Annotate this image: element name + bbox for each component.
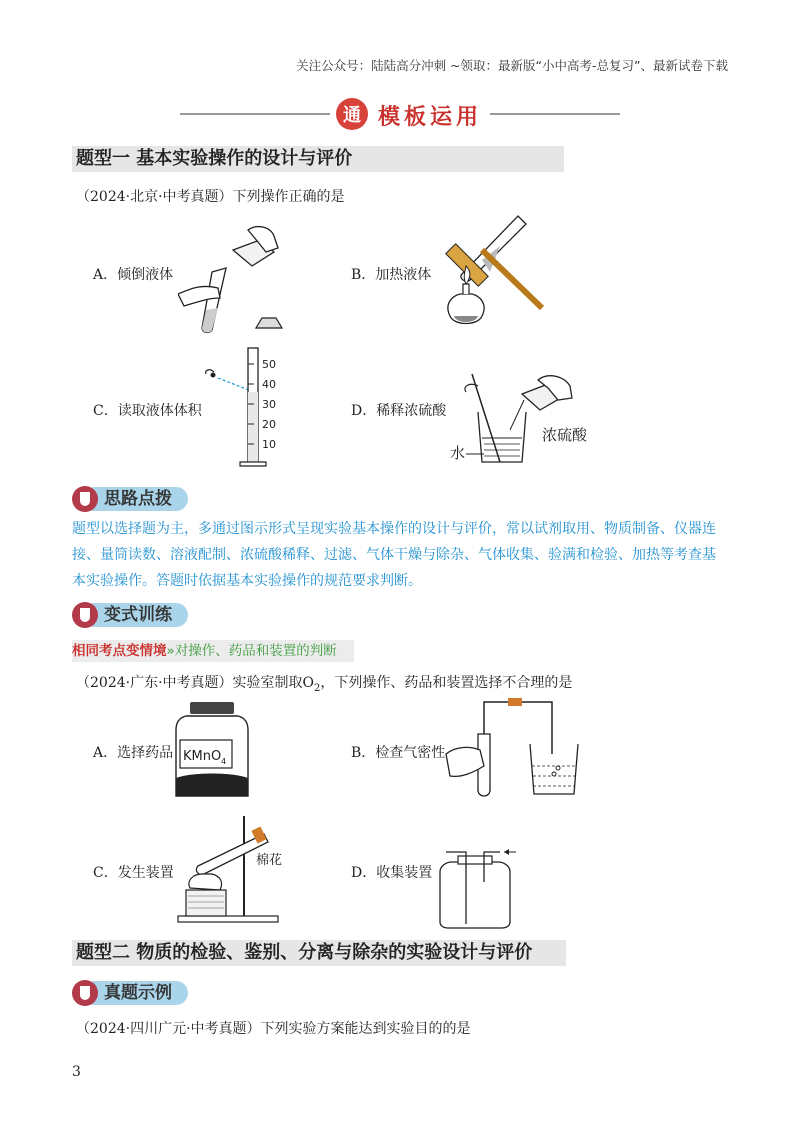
pour-liquid-figure: [178, 222, 288, 334]
page-number: 3: [72, 1064, 81, 1080]
scenario-strip: [72, 640, 354, 662]
label-water: 水: [450, 444, 466, 462]
analysis-text: 题型以选择题为主，多通过图示形式呈现实验基本操作的设计与评价，常以试剂取用、物质制备、仪器连接、量筒读数、溶液配制、浓硫酸稀释、过滤、气体干燥与除杂、气体收集、验满和检验、加热等考查基本实验操作。答题时依据基本实验操作的规范要求判断。: [72, 521, 716, 589]
cotton-label: 棉花: [256, 853, 283, 868]
question-2-post: ，下列操作、药品和装置选择不合理的是: [320, 675, 573, 691]
kmno4-bottle-figure: [172, 700, 252, 800]
banner-badge: 通: [336, 98, 368, 130]
flask-icon: [72, 980, 98, 1006]
graduated-cylinder-figure: [196, 344, 296, 470]
tag-real-label: 真题示例: [92, 981, 188, 1005]
label-acid: 浓硫酸: [542, 426, 588, 444]
bottle-label: KMnO: [183, 749, 222, 764]
dilute-acid-figure: [448, 370, 598, 470]
airtightness-figure: [440, 694, 580, 802]
option-c-label: C．读取液体体积: [93, 403, 202, 419]
cylinder-tick-30: 30: [262, 398, 276, 411]
tag-real: [72, 978, 188, 1008]
question-2-sub: 2: [314, 682, 321, 694]
cylinder-tick-20: 20: [262, 418, 276, 431]
option-a2-label: A．选择药品: [93, 745, 174, 761]
tag-practice: [72, 600, 188, 630]
option-a-label: A．倾倒液体: [93, 267, 174, 283]
option-b-label: B．加热液体: [351, 267, 432, 283]
header-note: 关注公众号：陆陆高分冲刺 ~领取：最新版“小中高考-总复习”、最新试卷下载: [296, 58, 728, 73]
scenario-strip-arrow: »: [166, 643, 175, 659]
flask-icon: [72, 486, 98, 512]
cylinder-tick-10: 10: [262, 438, 276, 451]
section-title-1: 题型一 基本实验操作的设计与评价: [72, 146, 564, 172]
tag-idea: [72, 484, 188, 514]
banner-line-right: [490, 113, 620, 115]
option-b2-label: B．检查气密性: [351, 745, 446, 761]
banner-line-left: [180, 113, 330, 115]
tag-practice-label: 变式训练: [92, 603, 188, 627]
banner-title: 模板运用: [378, 104, 483, 130]
scenario-strip-green: 对操作、药品和装置的判断: [174, 643, 337, 659]
cylinder-tick-50: 50: [262, 358, 276, 371]
scenario-strip-red: 相同考点变情境: [72, 643, 167, 659]
option-c2-label: C．发生装置: [93, 865, 174, 881]
question-1: （2024·北京·中考真题）下列操作正确的是: [76, 189, 345, 205]
question-2: [76, 672, 572, 694]
option-d-label: D．稀释浓硫酸: [351, 403, 447, 419]
bottle-label-sub: 4: [221, 757, 227, 766]
section-title-2: 题型二 物质的检验、鉴别、分离与除杂的实验设计与评价: [72, 940, 566, 966]
tag-idea-label: 思路点拨: [92, 487, 188, 511]
flask-icon: [72, 602, 98, 628]
gas-collect-figure: [430, 842, 520, 930]
heat-liquid-figure: [430, 212, 550, 336]
generator-figure: [168, 812, 298, 926]
question-3: （2024·四川广元·中考真题）下列实验方案能达到实验目的的是: [76, 1021, 471, 1037]
template-banner: [180, 96, 620, 132]
cylinder-tick-40: 40: [262, 378, 276, 391]
option-d2-label: D．收集装置: [351, 865, 433, 881]
question-2-pre: （2024·广东·中考真题）实验室制取O: [76, 675, 315, 691]
